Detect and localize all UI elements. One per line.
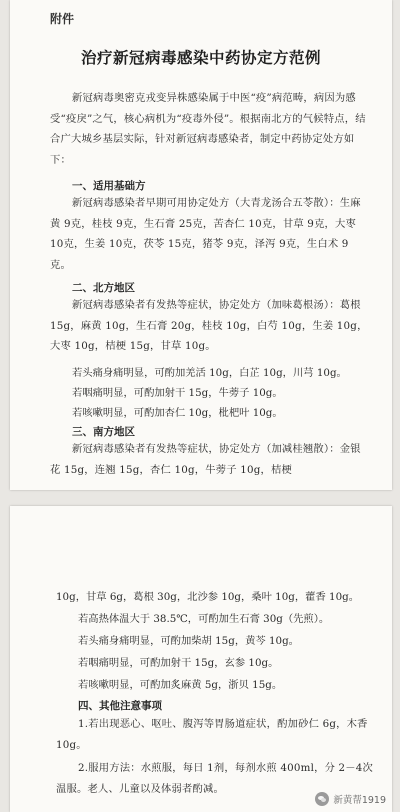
wechat-icon [315,792,329,806]
section3-heading: 三、南方地区 [72,426,135,438]
source-watermark [315,792,386,806]
section3-line-cough: 若咳嗽明显，可酌加炙麻黄 5g，浙贝 15g。 [78,679,283,691]
section2-heading: 二、北方地区 [72,282,135,294]
note-gastro-symptoms: 1.若出现恶心、呕吐、腹泻等胃肠道症状，酌加砂仁 6g，木香 10g。 [56,718,368,751]
section3-line-headache: 若头痛身痛明显，可酌加柴胡 15g，黄芩 10g。 [78,635,299,647]
section2-line-headache: 若头痛身痛明显，可酌加羌活 10g，白芷 10g，川芎 10g。 [72,367,347,379]
section3-line-high-fever: 若高热体温大于 38.5℃，可酌加生石膏 30g（先煎）。 [78,613,330,625]
section3-line-sore-throat: 若咽痛明显，可酌加射干 15g，玄参 10g。 [78,657,279,669]
section1-text: 新冠病毒感染者早期可用协定处方（大青龙汤合五苓散）：生麻黄 9克，桂枝 9克，生石膏 25克，苦杏仁 10克，甘草 9克，大枣 10克，生姜 10克，茯苓 15克，猪苓 9克，泽泻 9克，生白术 9克。 [50,197,361,271]
section2-line-sore-throat: 若咽痛明显，可酌加射干 15g，牛蒡子 10g。 [72,387,283,399]
section3-text: 新冠病毒感染者有发热等症状，协定处方（加减桂翘散）：金银花 15g，连翘 15g，杏仁 10g，牛蒡子 10g，桔梗 [50,443,361,476]
intro-paragraph: 新冠病毒奥密克戎变异株感染属于中医“疫”病范畴，病因为感受“疫戾”之气，核心病机为“疫毒外侵”。根据南北方的气候特点，结合广大城乡基层实际，针对新冠病毒感染者，制定中药协定处方如下： [50,92,366,166]
section3-continuation: 10g，甘草 6g，葛根 30g，北沙参 10g，桑叶 10g，藿香 10g。 [56,591,360,603]
attachment-label: 附件 [50,12,75,26]
document-title: 治疗新冠病毒感染中药协定方范例 [80,48,321,67]
section2-text: 新冠病毒感染者有发热等症状，协定处方（加味葛根汤）：葛根 15g，麻黄 10g，生石膏 20g，桂枝 10g，白芍 10g，生姜 10g，大枣 10g，桔梗 15g，甘草 10g。 [50,299,368,353]
section2-line-cough: 若咳嗽明显，可酌加杏仁 10g，枇杷叶 10g。 [72,407,283,419]
watermark-text: 新黄帮1919 [333,795,386,806]
note-dosage-method: 2.服用方法：水煎服，每日 1剂，每剂水煎 400ml，分 2－4次温服。老人、儿童以及体弱者酌减。 [56,762,374,795]
document-page-2 [10,506,392,812]
document-page-1 [10,0,392,490]
section4-heading: 四、其他注意事项 [78,700,162,712]
section1-heading: 一、适用基础方 [72,180,146,192]
